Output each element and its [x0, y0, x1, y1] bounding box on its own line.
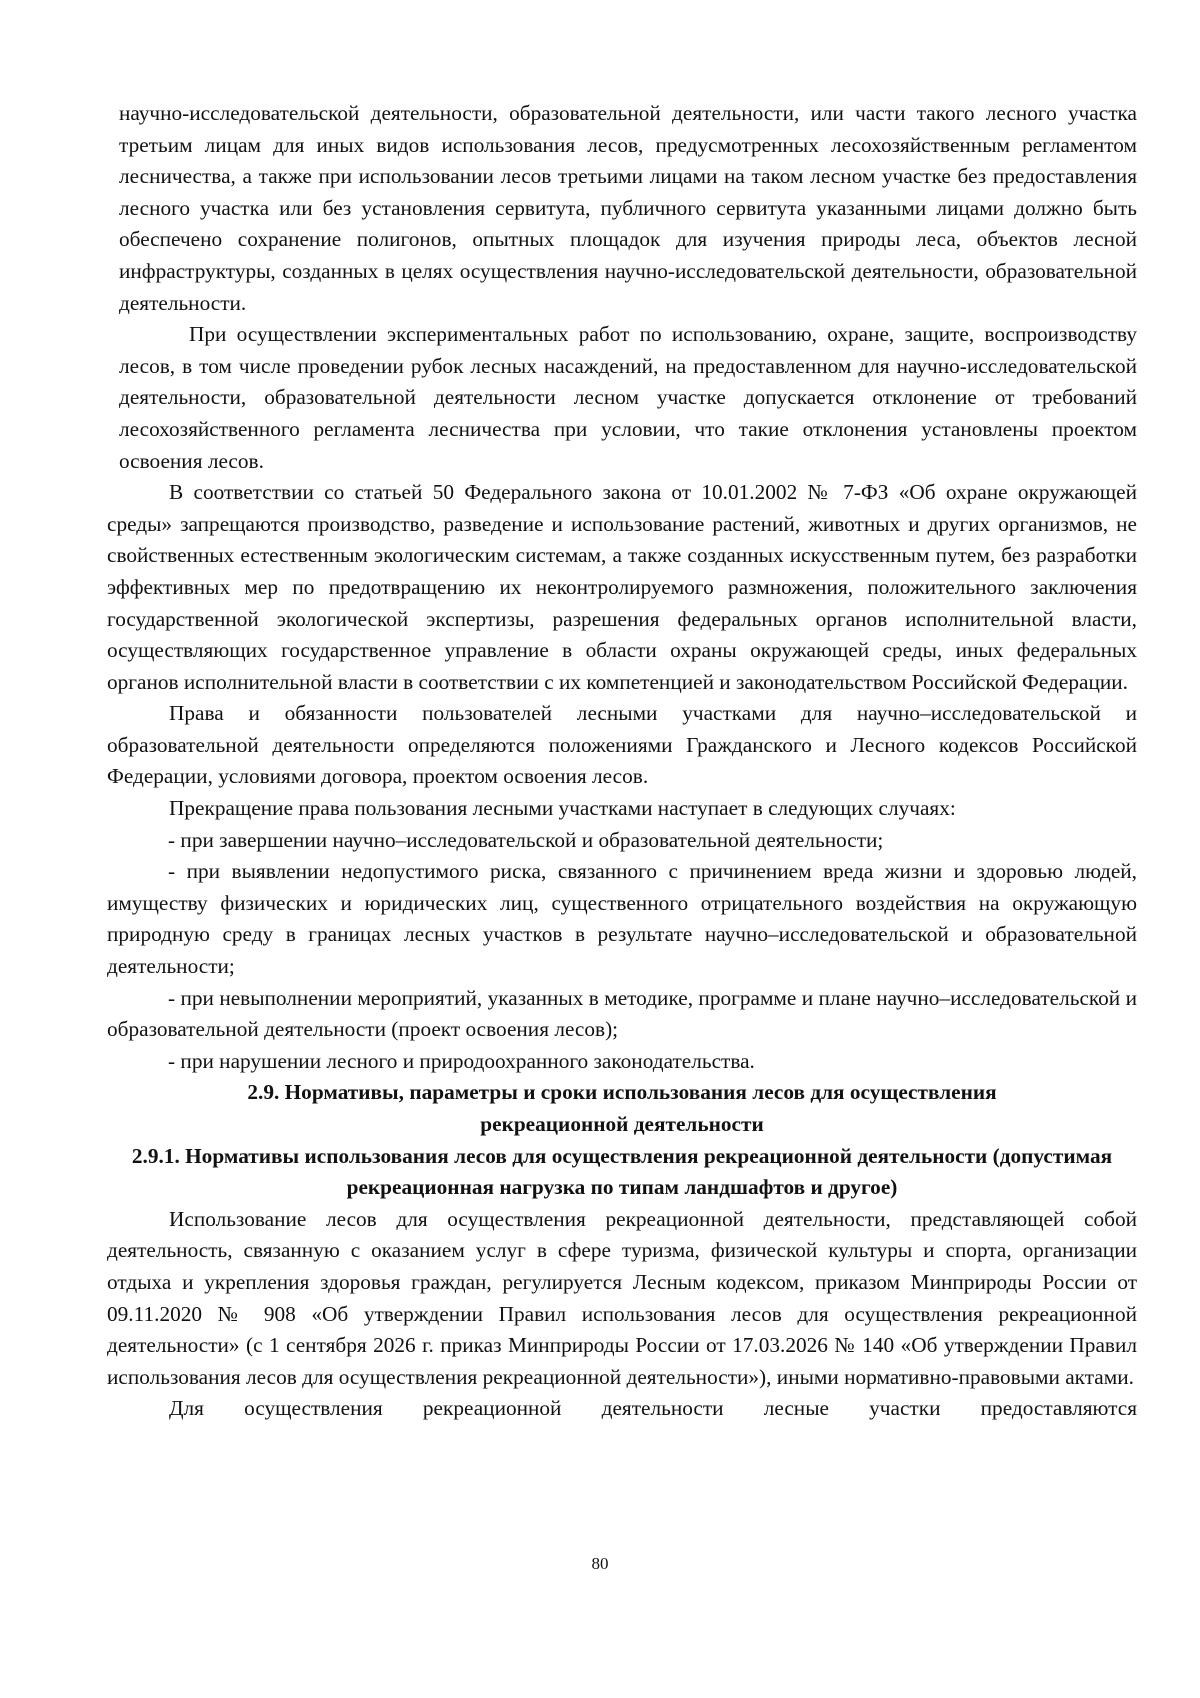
page-number: 80	[591, 1554, 609, 1573]
list-item: - при выявлении недопустимого риска, связанного с причинением вреда жизни и здоровью людей, имуществу физических и юридических лиц, существенного отрицательного воздействия на окружающую природную среду в границах лесных участков в результате научно–исследовательской и образовательной деятельности;	[107, 859, 1137, 979]
section-heading-2-9-1: 2.9.1. Нормативы использования лесов для осуществления рекреационной деятельности (допустимая рекреационная нагрузка по типам ландшафтов и другое)	[131, 1143, 1113, 1200]
paragraph-recreational-provision: Для осуществления рекреационной деятельности лесные участки предоставляются	[169, 1396, 1137, 1421]
list-item: - при невыполнении мероприятий, указанных в методике, программе и плане научно–исследовательской и образовательной деятельности (проект освоения лесов);	[107, 985, 1137, 1042]
paragraph-experimental-works: При осуществлении экспериментальных работ по использованию, охране, защите, воспроизводству лесов, в том числе проведении рубок лесных насаждений, на предоставленном для научно-исследовательской деятельности, образовательной деятельности лесном участке допускается отклонение от требований лесохозяйственного регламента лесничества при условии, что такие отклонения установлены проектом освоения лесов.	[119, 322, 1137, 473]
section-heading-2-9: 2.9. Нормативы, параметры и сроки использования лесов для осуществления рекреационной деятельности	[247, 1080, 997, 1136]
document-body	[107, 98, 1137, 1425]
paragraph-termination-intro: Прекращение права пользования лесными участками наступает в следующих случаях:	[169, 796, 956, 821]
paragraph-recreational-use: Использование лесов для осуществления рекреационной деятельности, представляющей собой деятельность, связанную с оказанием услуг в сфере туризма, физической культуры и спорта, организации отдыха и укрепления здоровья граждан, регулируется Лесным кодексом, приказом Минприроды России от 09.11.2020 № 908 «Об утверждении Правил использования лесов для осуществления рекреационной деятельности» (с 1 сентября 2026 г. приказ Минприроды России от 17.03.2026 № 140 «Об утверждении Правил использования лесов для осуществления рекреационной деятельности»), иными нормативно-правовыми актами.	[107, 1206, 1137, 1389]
list-item: - при нарушении лесного и природоохранного законодательства.	[168, 1048, 755, 1073]
paragraph-rights-obligations: Права и обязанности пользователей лесными участками для научно–исследовательской и образовательной деятельности определяются положениями Гражданского и Лесного кодексов Российской Федерации, условиями договора, проектом освоения лесов.	[107, 701, 1137, 789]
paragraph-continuation: научно-исследовательской деятельности, образовательной деятельности, или части такого лесного участка третьим лицам для иных видов использования лесов, предусмотренных лесохозяйственным регламентом лесничества, а также при использовании лесов третьими лицами на таком лесном участке без предоставления лесного участка или без установления сервитута, публичного сервитута указанными лицами должно быть обеспечено сохранение полигонов, опытных площадок для изучения природы леса, объектов лесной инфраструктуры, созданных в целях осуществления научно-исследовательской деятельности, образовательной деятельности.	[119, 101, 1137, 315]
paragraph-article-50: В соответствии со статьей 50 Федерального закона от 10.01.2002 № 7-ФЗ «Об охране окружающей среды» запрещаются производство, разведение и использование растений, животных и других организмов, не свойственных естественным экологическим системам, а также созданных искусственным путем, без разработки эффективных мер по предотвращению их неконтролируемого размножения, положительного заключения государственной экологической экспертизы, разрешения федеральных органов исполнительной власти, осуществляющих государственное управление в области охраны окружающей среды, иных федеральных органов исполнительной власти в соответствии с их компетенцией и законодательством Российской Федерации.	[107, 480, 1137, 694]
list-item: - при завершении научно–исследовательской и образовательной деятельности;	[168, 827, 884, 852]
